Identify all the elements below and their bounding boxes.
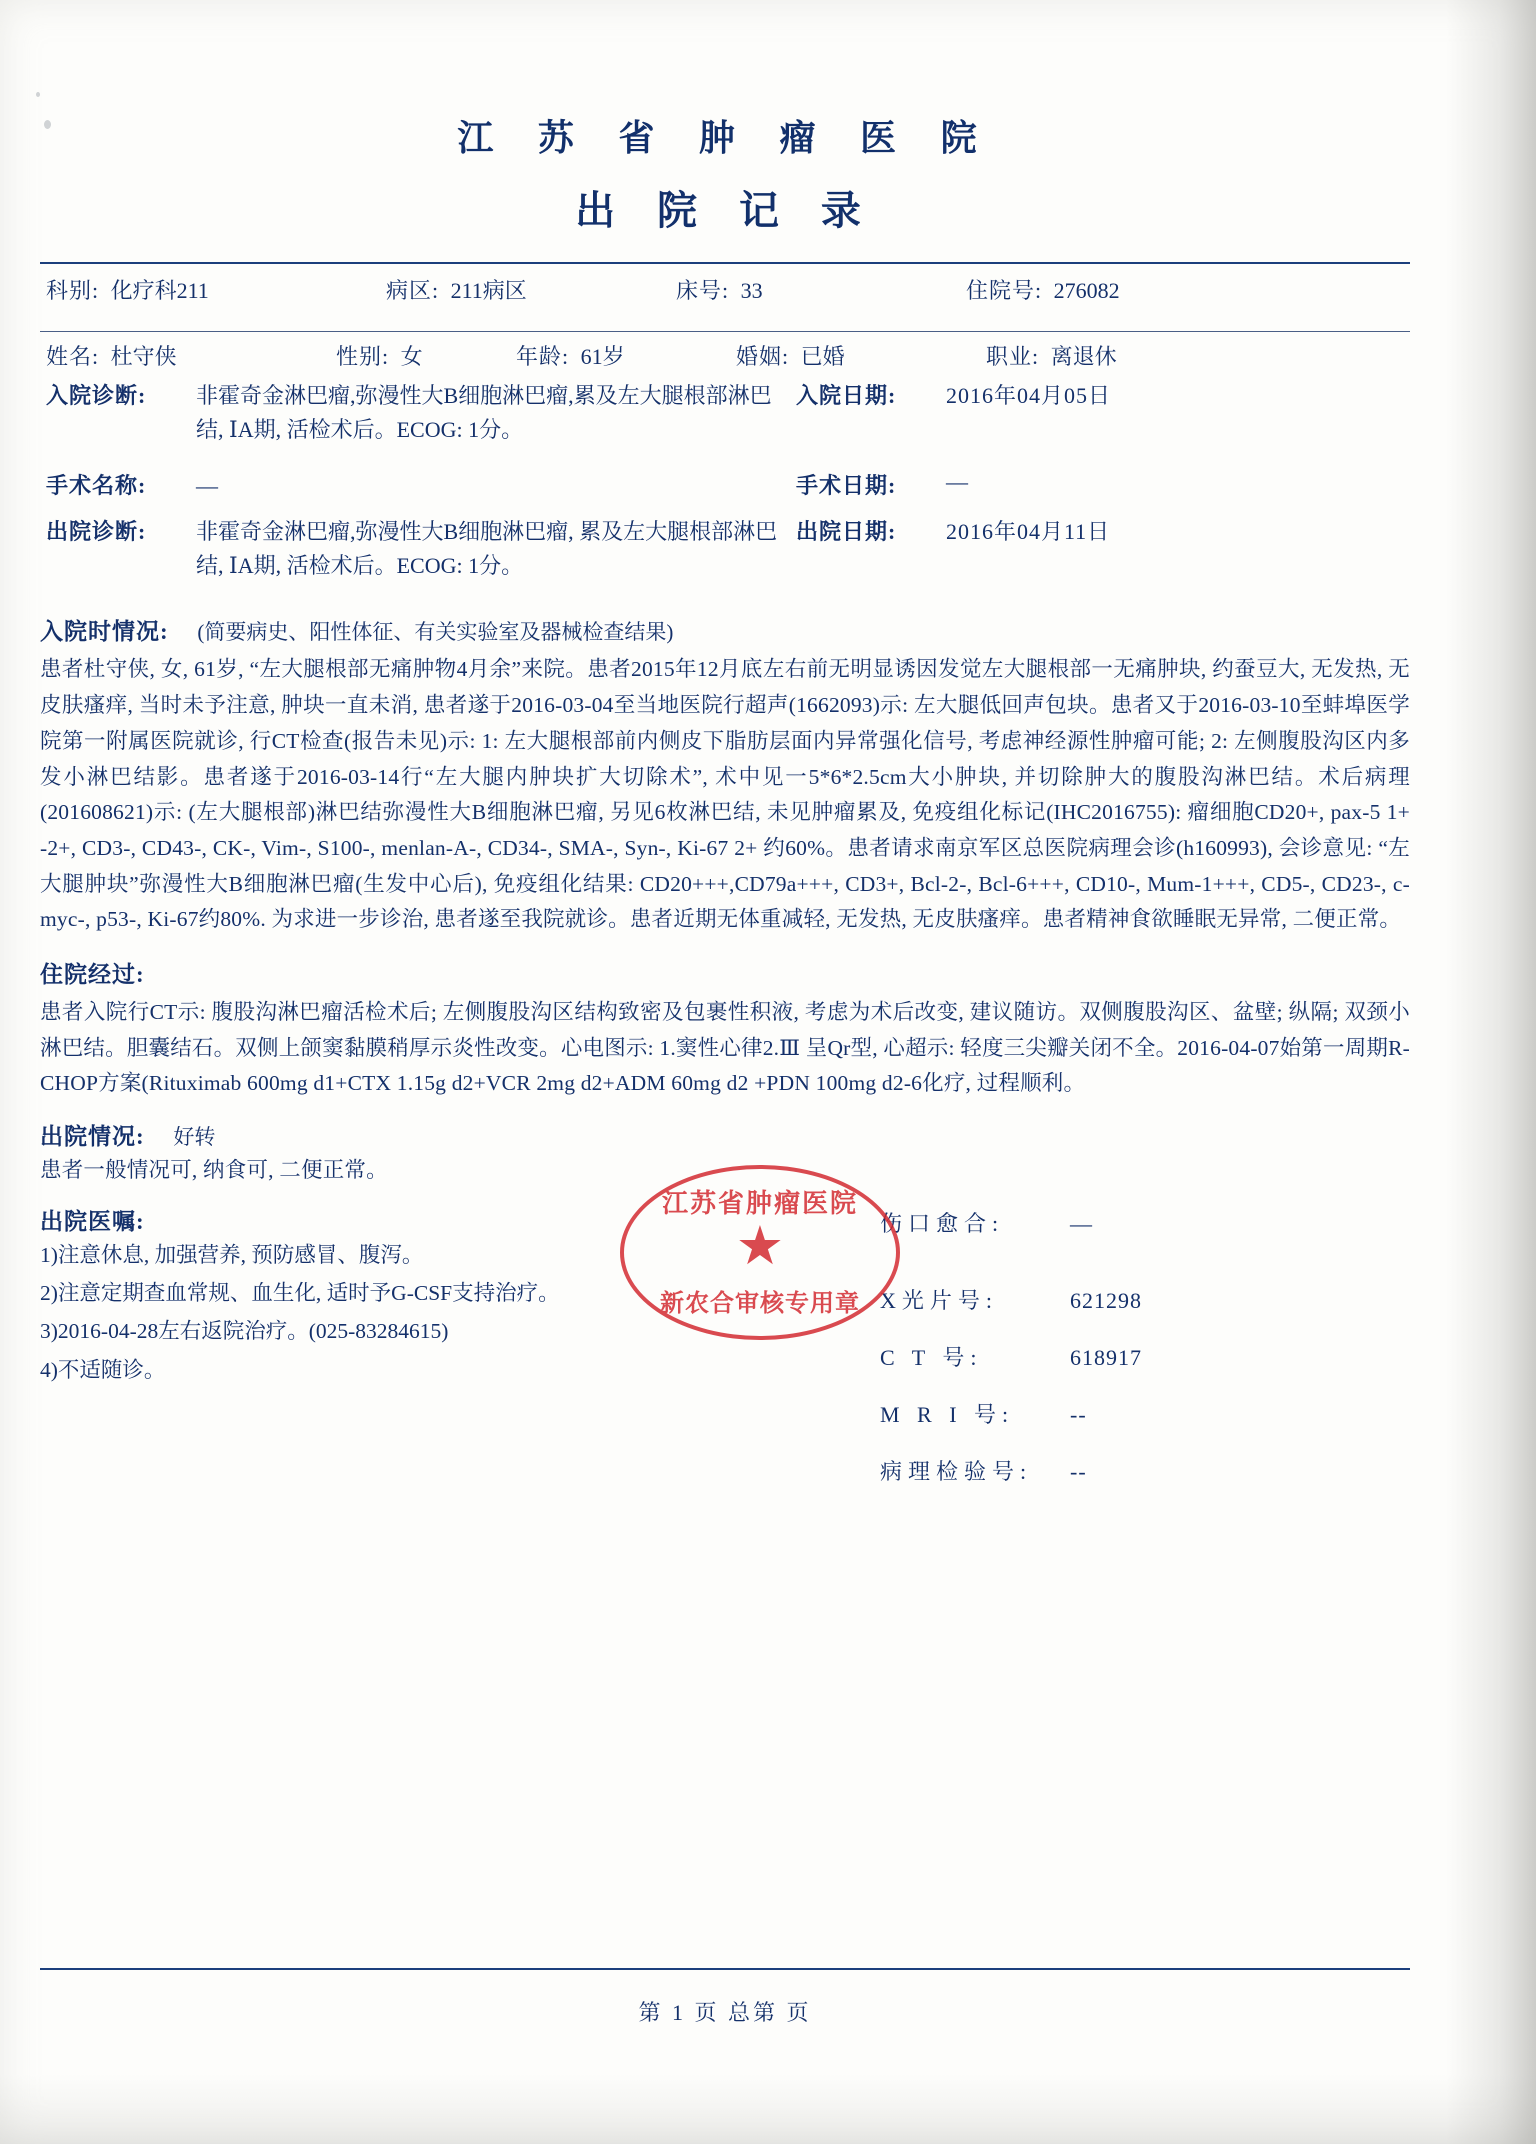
dept-value: 化疗科211: [110, 278, 209, 303]
discharge-orders-column: [40, 1193, 860, 1512]
field-key: C T 号:: [880, 1344, 983, 1370]
bed-value: 33: [740, 278, 763, 303]
right-fields-column: [860, 1193, 1410, 1512]
field-row: [880, 1455, 1410, 1486]
operation-date-label: 手术日期:: [796, 473, 897, 499]
name-value: 杜守侠: [110, 344, 177, 369]
patient-row: [40, 332, 1410, 373]
age-value: 61岁: [580, 344, 625, 369]
list-item: 2)注意定期查血常规、血生化, 适时予G-CSF支持治疗。: [40, 1280, 560, 1305]
admission-no-value: 276082: [1053, 278, 1120, 303]
discharge-date-label: 出院日期:: [796, 519, 897, 545]
ward-value: 211病区: [450, 278, 527, 303]
admission-status-body: 患者杜守侠, 女, 61岁, “左大腿根部无痛肿物4月余”来院。患者2015年12月底左右前无明显诱因发觉左大腿根部一无痛肿块, 约蚕豆大, 无发热, 无皮肤瘙痒, 当时未予注意, 肿块一直未消, 患者遂于2016-03-04至当地医院行超声(1662093)示: 左大腿低回声包块。患者又于2016-03-10至蚌埠医学院第一附属医院就诊, 行CT检查(报告未见)示: 1: 左大腿根部前内侧皮下脂肪层面内异常强化信号, 考虑神经源性肿瘤可能; 2: 左侧腹股沟区内多发小淋巴结影。患者遂于2016-03-14行“左大腿内肿块扩大切除术”, 术中见一5*6*2.5cm大小肿块, 并切除肿大的腹股沟淋巴结。术后病理(201608621)示: (左大腿根部)淋巴结弥漫性大B细胞淋巴瘤, 另见6枚淋巴结, 未见肿瘤累及, 免疫组化标记(IHC2016755): 瘤细胞CD20+, pax-5 1+ -2+, CD3-, CD43-, CK-, Vim-, S100-, menlan-A-, CD34-, SMA-, Syn-, Ki-67 2+ 约60%。患者请求南京军区总医院病理会诊(h160993), 会诊意见: “左大腿肿块”弥漫性大B细胞淋巴瘤(生发中心后), 免疫组化结果: CD20+++,CD79a+++, CD3+, Bcl-2-, Bcl-6+++, CD10-, Mum-1+++, CD5-, CD23-, c-myc-, p53-, Ki-67约80%. 为求进一步诊治, 患者遂至我院就诊。患者近期无体重减轻, 无发热, 无皮肤瘙痒。患者精神食欲睡眠无异常, 二便正常。: [40, 657, 1410, 932]
star-icon: ★: [735, 1215, 785, 1276]
operation-date-value: —: [946, 469, 969, 495]
discharge-diagnosis-block: [40, 509, 1410, 589]
field-row: [880, 1284, 1410, 1315]
admit-date-label: 入院日期:: [796, 383, 897, 408]
field-value: --: [1070, 1458, 1087, 1484]
marriage-label: 婚姻:: [736, 344, 790, 369]
operation-block: [40, 453, 1410, 509]
operation-label: 手术名称:: [46, 473, 147, 499]
field-key: X光片号:: [880, 1287, 999, 1313]
field-row: [880, 1207, 1410, 1238]
field-value: 621298: [1070, 1287, 1142, 1313]
seal-bottom-text: 新农合审核专用章: [660, 1291, 860, 1317]
bottom-columns: [40, 1193, 1410, 1512]
sex-label: 性别:: [336, 344, 390, 369]
field-value: —: [1070, 1210, 1093, 1236]
field-key: 病理检验号:: [880, 1458, 1033, 1484]
ward-label: 病区:: [386, 278, 440, 303]
field-row: [880, 1341, 1410, 1372]
marriage-value: 已婚: [800, 344, 845, 369]
admission-status-label: 入院时情况:: [40, 619, 169, 645]
age-label: 年龄:: [516, 344, 570, 369]
hospital-course-title: 住院经过:: [40, 961, 145, 987]
occupation-value: 离退休: [1050, 344, 1117, 369]
list-item: 3)2016-04-28左右返院治疗。(025-83284615): [40, 1319, 449, 1344]
discharge-orders-title: 出院医嘱:: [40, 1208, 145, 1234]
discharge-status-title: [40, 1118, 1410, 1151]
page-footer: 第 1 页 总第 页: [638, 2000, 812, 2025]
occupation-label: 职业:: [986, 344, 1040, 369]
hospital-name: 江 苏 省 肿 瘤 医 院: [457, 117, 993, 159]
discharge-dx-text: 非霍奇金淋巴瘤,弥漫性大B细胞淋巴瘤, 累及左大腿根部淋巴结, ⅠA期, 活检术后。ECOG: 1分。: [196, 519, 778, 579]
field-value: --: [1070, 1401, 1087, 1427]
sex-value: 女: [400, 344, 423, 369]
admit-date-value: 2016年04月05日: [946, 383, 1112, 408]
name-label: 姓名:: [46, 344, 100, 369]
admit-dx-text: 非霍奇金淋巴瘤,弥漫性大B细胞淋巴瘤,累及左大腿根部淋巴结, ⅠA期, 活检术后。ECOG: 1分。: [196, 383, 772, 443]
document-sheet: [40, 55, 1410, 2065]
document-title: 出 院 记 录: [575, 187, 875, 234]
field-key: 伤口愈合:: [880, 1210, 1005, 1236]
discharge-dx-label: 出院诊断:: [46, 519, 147, 545]
admission-status-title: [40, 613, 1410, 646]
discharge-status-value: 好转: [173, 1125, 216, 1150]
list-item: 4)不适随诊。: [40, 1357, 166, 1382]
admission-status-note: (简要病史、阳性体征、有关实验室及器械检查结果): [197, 620, 674, 645]
admission-diagnosis-block: [40, 373, 1410, 453]
discharge-date-value: 2016年04月11日: [946, 519, 1111, 545]
admit-dx-label: 入院诊断:: [46, 383, 147, 408]
dept-label: 科别:: [46, 278, 100, 303]
hospital-course-body: 患者入院行CT示: 腹股沟淋巴瘤活检术后; 左侧腹股沟区结构致密及包裹性积液, 考虑为术后改变, 建议随访。双侧腹股沟区、盆壁; 纵隔; 双颈小淋巴结。胆囊结石。双侧上颌窦黏膜稍厚示炎性改变。心电图示: 1.窦性心律2.Ⅲ 呈Qr型, 心超示: 轻度三尖瓣关闭不全。2016-04-07始第一周期R-CHOP方案(Rituximab 600mg d1+CTX 1.15g d2+VCR 2mg d2+ADM 60mg d2 +PDN 100mg d2-6化疗, 过程顺利。: [40, 999, 1410, 1096]
operation-value: —: [196, 473, 218, 499]
field-key: M R I 号:: [880, 1401, 1015, 1427]
seal-top-text: 江苏省肿瘤医院: [661, 1189, 858, 1218]
discharge-orders-list: [40, 1236, 860, 1389]
admission-no-label: 住院号:: [966, 278, 1043, 303]
list-item: 1)注意休息, 加强营养, 预防感冒、腹泻。: [40, 1242, 424, 1267]
field-value: 618917: [1070, 1344, 1142, 1370]
discharge-status-body: 患者一般情况可, 纳食可, 二便正常。: [40, 1158, 388, 1183]
bed-label: 床号:: [676, 278, 730, 303]
divider-footer: [40, 1968, 1410, 1970]
meta-row: [40, 264, 1410, 315]
discharge-status-label: 出院情况:: [40, 1124, 145, 1150]
field-row: [880, 1398, 1410, 1429]
